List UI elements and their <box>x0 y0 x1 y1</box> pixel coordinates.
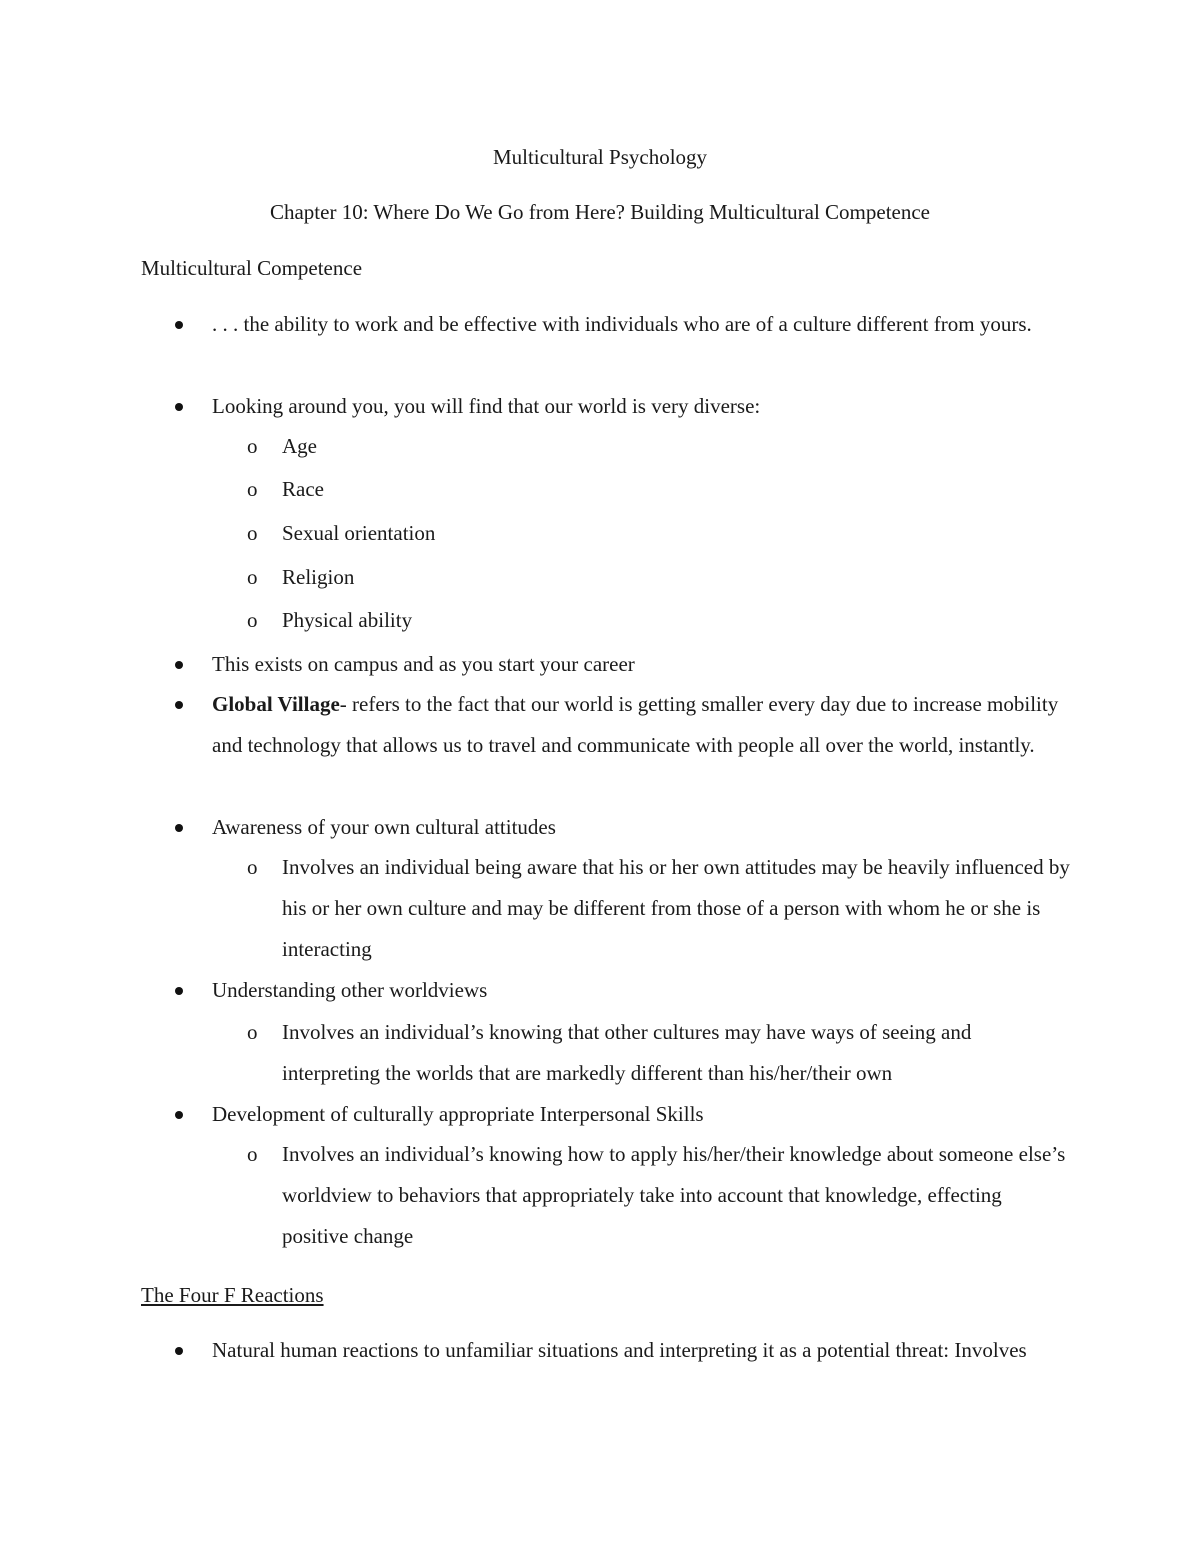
sub-bullet-marker: o <box>247 608 258 632</box>
sub-item-race: o Race <box>282 469 1072 510</box>
document-title: Multicultural Psychology <box>492 145 708 169</box>
sub-bullet-marker: o <box>247 1020 258 1044</box>
sub-bullet-marker: o <box>247 521 258 545</box>
bullet-campus: This exists on campus and as you start your career <box>212 644 1072 685</box>
sub-item-worldviews-detail: o Involves an individual’s knowing that other cultures may have ways of seeing and interpreting the worlds that are markedly different than his/her/their own <box>282 1012 1072 1094</box>
term-global-village: Global Village <box>212 692 340 716</box>
sub-item-sexual-orientation: o Sexual orientation <box>282 513 1072 554</box>
sub-item-physical-ability: o Physical ability <box>282 600 1072 641</box>
sub-item-religion: o Religion <box>282 557 1072 598</box>
chapter-title: Chapter 10: Where Do We Go from Here? Building Multicultural Competence <box>269 200 931 224</box>
sub-bullet-marker: o <box>247 565 258 589</box>
sub-item-interpersonal-detail: o Involves an individual’s knowing how to apply his/her/their knowledge about someone else’s worldview to behaviors that appropriately take into account that knowledge, effecting positive change <box>282 1134 1072 1257</box>
bullet-global-village: Global Village- refers to the fact that our world is getting smaller every day due to increase mobility and technology that allows us to travel and communicate with people all over the world, instantly. <box>212 684 1072 766</box>
sub-bullet-marker: o <box>247 434 258 458</box>
bullet-natural-reactions: Natural human reactions to unfamiliar situations and interpreting it as a potential threat: Involves <box>212 1330 1072 1371</box>
bullet-definition: . . . the ability to work and be effective with individuals who are of a culture different from yours. <box>212 304 1072 345</box>
bullet-awareness: Awareness of your own cultural attitudes <box>212 807 1072 848</box>
bullet-diversity: Looking around you, you will find that our world is very diverse: <box>212 386 1072 427</box>
sub-bullet-marker: o <box>247 855 258 879</box>
sub-bullet-marker: o <box>247 1142 258 1166</box>
section-heading-four-f-reactions: The Four F Reactions <box>141 1283 324 1307</box>
bullet-interpersonal-skills: Development of culturally appropriate Interpersonal Skills <box>212 1094 1072 1135</box>
sub-item-awareness-detail: o Involves an individual being aware that his or her own attitudes may be heavily influenced by his or her own culture and may be different from those of a person with whom he or she is interacting <box>282 847 1072 970</box>
bullet-worldviews: Understanding other worldviews <box>212 970 1072 1011</box>
sub-bullet-marker: o <box>247 477 258 501</box>
section-heading-multicultural-competence: Multicultural Competence <box>141 256 363 280</box>
sub-item-age: o Age <box>282 426 1072 467</box>
